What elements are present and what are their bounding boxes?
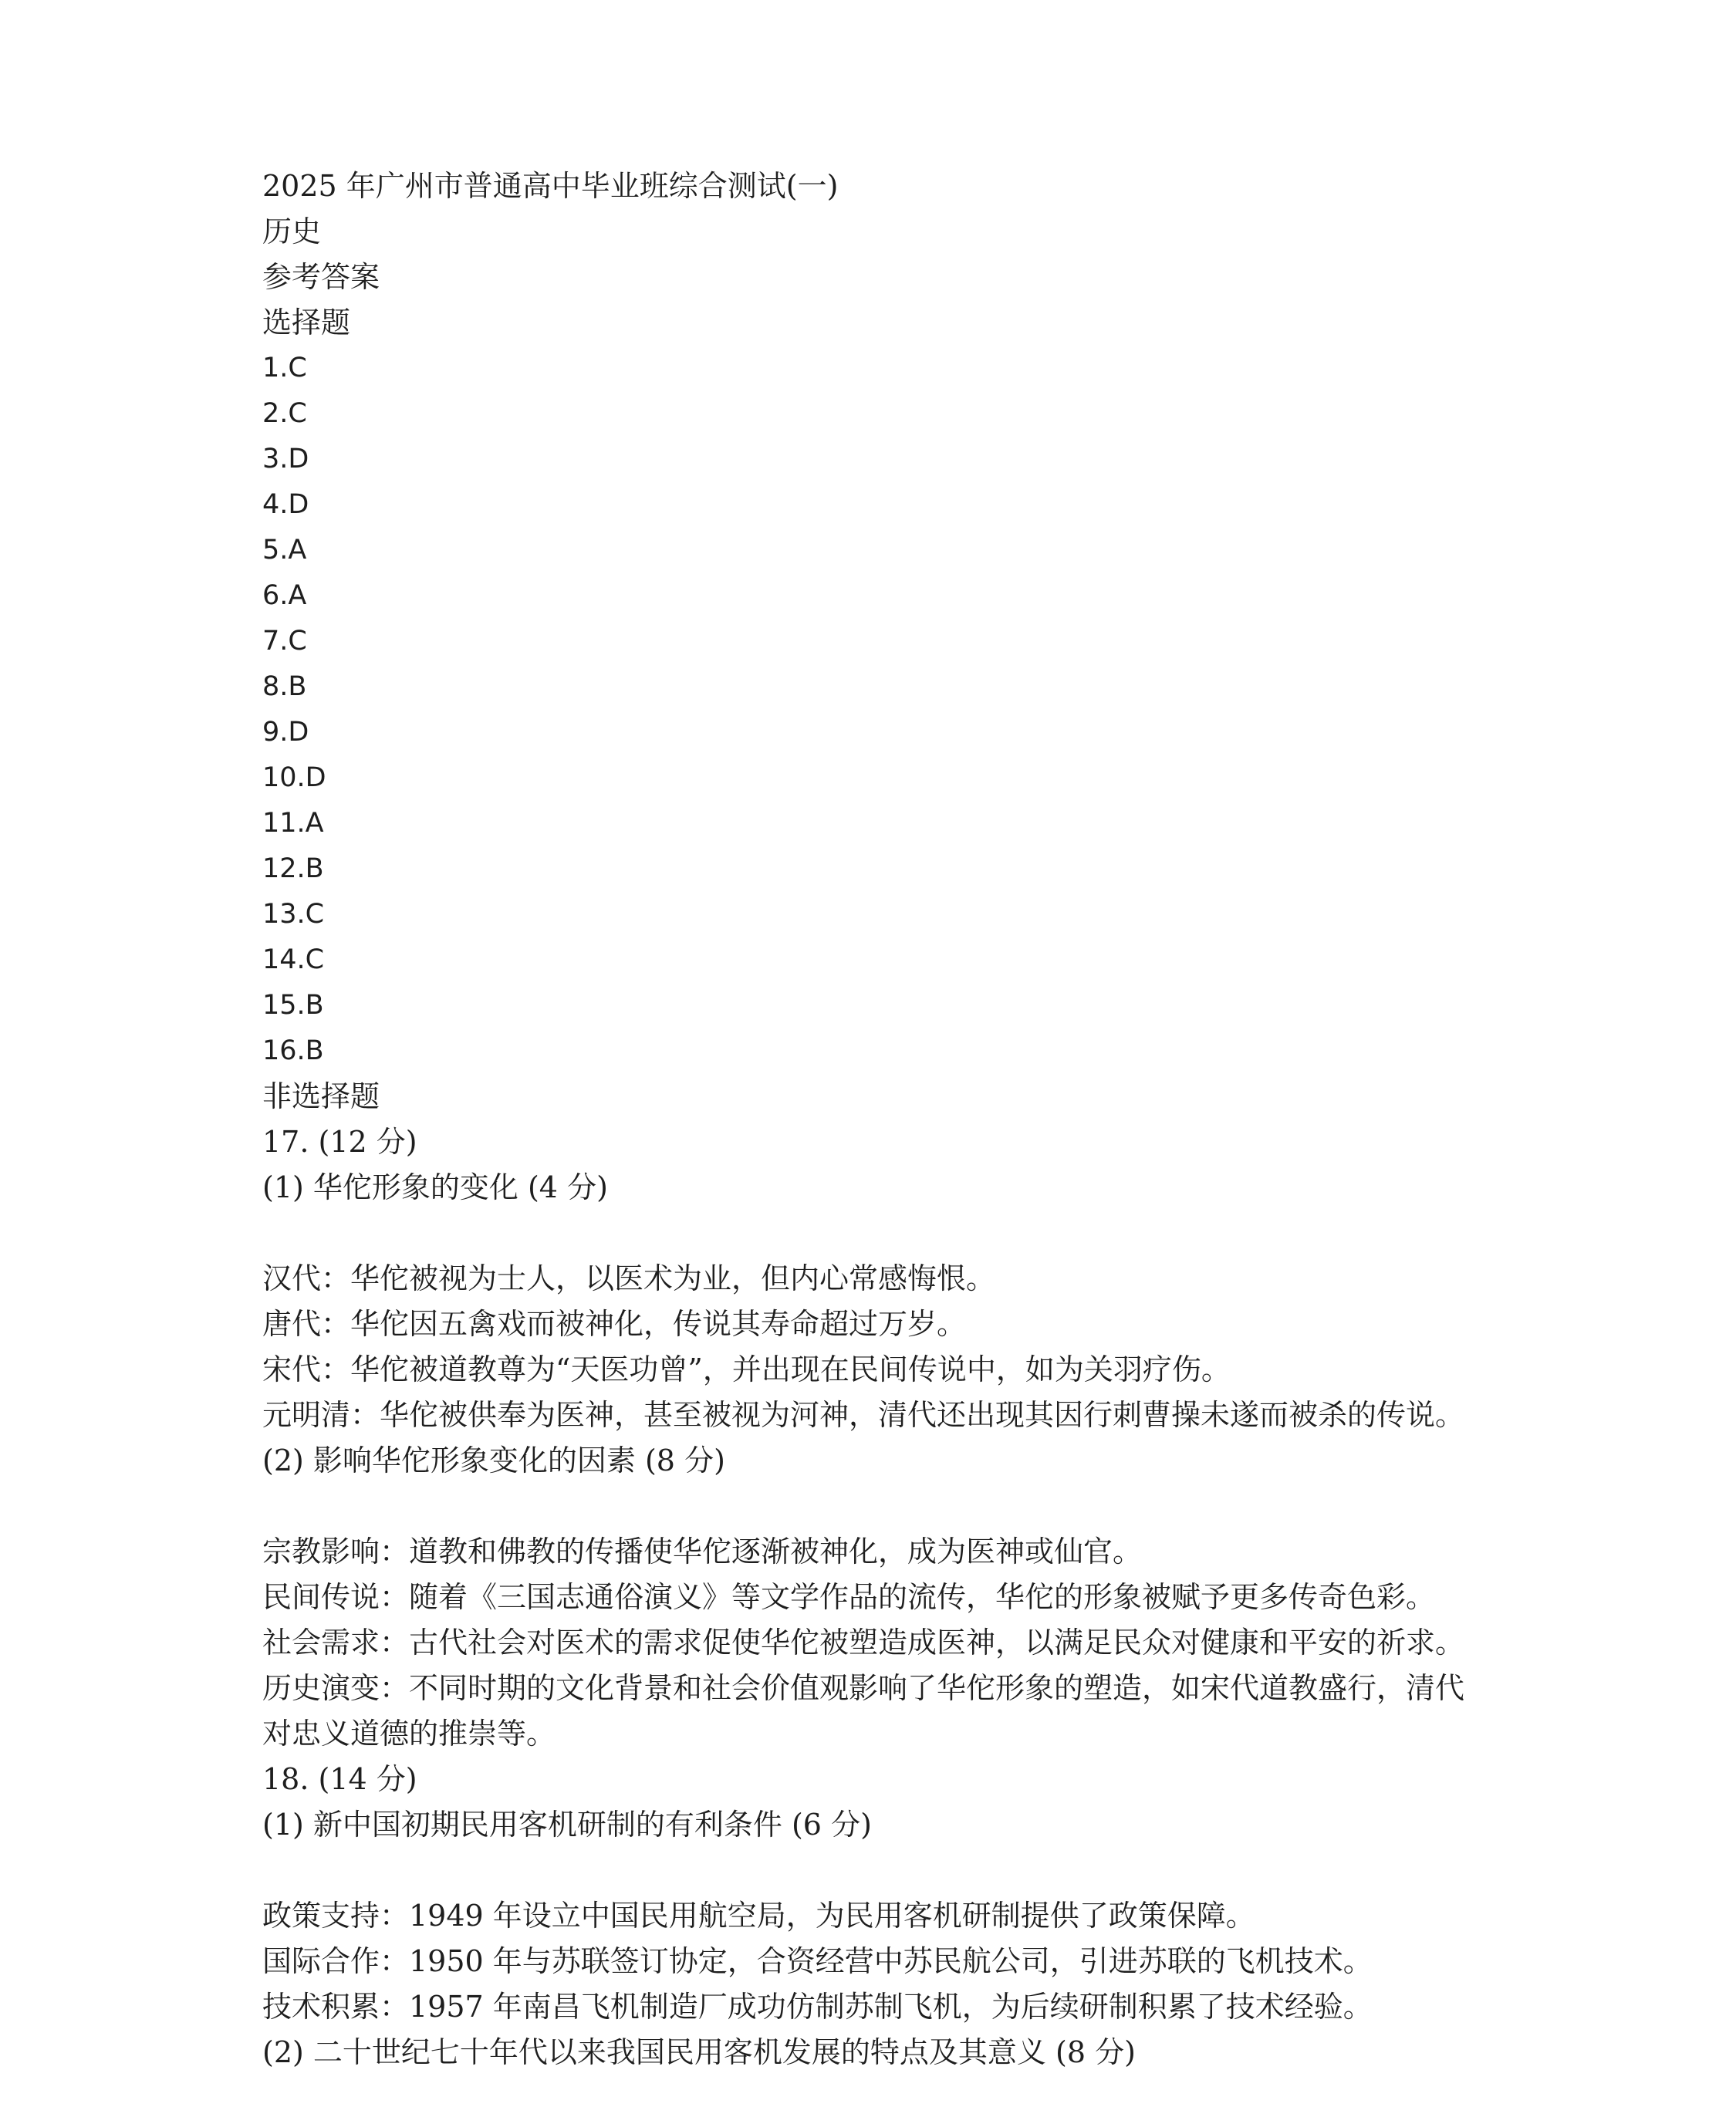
mc-answer: 10.D — [262, 762, 326, 793]
mc-answer: 14.C — [262, 944, 325, 975]
q18-part1-line: 国际合作：1950 年与苏联签订协定，合资经营中苏民航公司，引进苏联的飞机技术。 — [262, 1944, 1373, 1978]
mc-answer: 4.D — [262, 489, 309, 520]
mc-answer: 16.B — [262, 1035, 324, 1066]
mc-answer: 2.C — [262, 398, 307, 429]
doc-type-label: 参考答案 — [262, 260, 380, 294]
mc-answer: 3.D — [262, 444, 309, 474]
q18-part1-title: (1) 新中国初期民用客机研制的有利条件 (6 分) — [262, 1808, 872, 1842]
mc-answer: 5.A — [262, 535, 307, 566]
mc-answer: 7.C — [262, 626, 307, 657]
spacer — [262, 1848, 1497, 1893]
answer-document — [262, 164, 1497, 2075]
nonmc-heading: 非选择题 — [262, 1079, 380, 1113]
mc-answer: 11.A — [262, 808, 324, 839]
q18-part1-line: 技术积累：1957 年南昌飞机制造厂成功仿制苏制飞机，为后续研制积累了技术经验。 — [262, 1990, 1373, 2024]
mc-answer: 12.B — [262, 853, 324, 884]
q17-part1-title: (1) 华佗形象的变化 (4 分) — [262, 1170, 608, 1204]
q17-part2-line: 社会需求：古代社会对医术的需求促使华佗被塑造成医神，以满足民众对健康和平安的祈求。 — [262, 1626, 1465, 1660]
q18-part1-line: 政策支持：1949 年设立中国民用航空局，为民用客机研制提供了政策保障。 — [262, 1899, 1255, 1933]
mc-answer: 8.B — [262, 671, 307, 702]
document-title: 2025 年广州市普通高中毕业班综合测试(一) — [262, 169, 839, 203]
spacer — [262, 1211, 1497, 1256]
q17-part2-line: 宗教影响：道教和佛教的传播使华佗逐渐被神化，成为医神或仙官。 — [262, 1535, 1143, 1568]
q17-part1-line: 汉代：华佗被视为士人，以医术为业，但内心常感悔恨。 — [262, 1261, 996, 1295]
q18-title: 18. (14 分) — [262, 1762, 417, 1796]
mc-answer: 1.C — [262, 353, 307, 383]
mc-heading: 选择题 — [262, 306, 351, 339]
q17-part2-title: (2) 影响华佗形象变化的因素 (8 分) — [262, 1443, 725, 1477]
q17-part2-line: 民间传说：随着《三国志通俗演义》等文学作品的流传，华佗的形象被赋予更多传奇色彩。 — [262, 1580, 1436, 1614]
mc-answer: 13.C — [262, 899, 325, 930]
q18-part2-title: (2) 二十世纪七十年代以来我国民用客机发展的特点及其意义 (8 分) — [262, 2035, 1136, 2069]
spacer — [262, 1484, 1497, 1529]
subject-label: 历史 — [262, 214, 322, 248]
q17-part1-line: 元明清：华佗被供奉为医神，甚至被视为河神，清代还出现其因行刺曹操未遂而被杀的传说。 — [262, 1398, 1465, 1432]
q17-part1-line: 唐代：华佗因五禽戏而被神化，传说其寿命超过万岁。 — [262, 1307, 967, 1341]
q17-part2-line: 历史演变：不同时期的文化背景和社会价值观影响了华佗形象的塑造，如宋代道教盛行，清代对忠义道德的推崇等。 — [262, 1671, 1465, 1751]
mc-answer: 6.A — [262, 580, 307, 611]
q17-title: 17. (12 分) — [262, 1125, 417, 1159]
q17-part1-line: 宋代：华佗被道教尊为“天医功曾”，并出现在民间传说中，如为关羽疗伤。 — [262, 1352, 1231, 1386]
mc-answer: 9.D — [262, 717, 309, 748]
mc-answer: 15.B — [262, 990, 324, 1021]
